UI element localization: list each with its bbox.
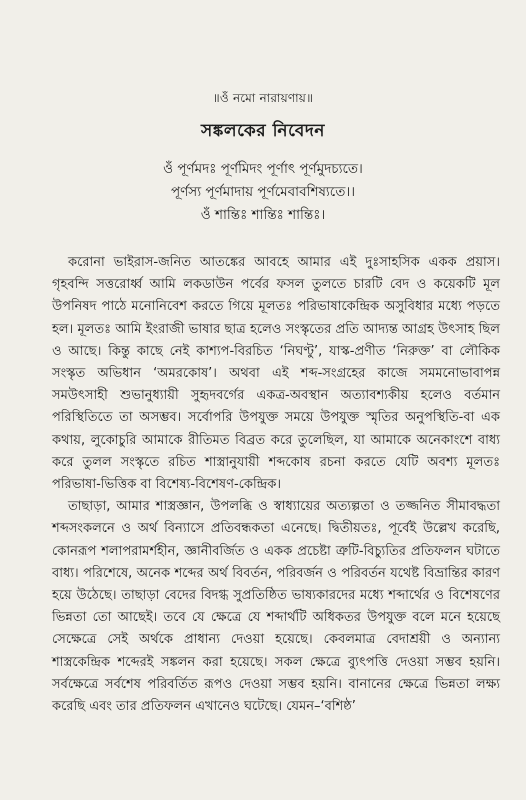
invocation-line: ॥ওঁ নমো নারায়ণায়॥ xyxy=(212,91,314,105)
paragraph-2: তাছাড়া, আমার শাস্ত্রজ্ঞান, উপলব্ধি ও স্বাধ্যায়ের অত্যল্পতা ও তজ্জনিত সীমাবদ্ধতা শব্দসংকলনে ও অর্থ বিন্যাসে প্রতিবন্ধকতা এনেছে। দ্বিতীয়তঃ, পূর্বেই উল্লেখ করেছি, কোনরূপ শলাপরামর্শহীন, জ্ঞানীবর্জিত ও একক প্রচেষ্টা ত্রুটি-বিচ্যুতির প্রতিফলন ঘটাতে বাধ্য। পরিশেষে, অনেক শব্দের অর্থ বিবর্তন, পরিবর্জন ও পরিবর্তন যথেষ্ট বিভ্রান্তির কারণ হয়ে উঠেছে। তাছাড়া বেদের বিদগ্ধ সুপ্রতিষ্ঠিত ভাষ্যকারদের মধ্যে শব্দার্থের ও বিশেষণের ভিন্নতা তো আছেই। তবে যে ক্ষেত্রে যে শব্দার্থটি অধিকতর উপযুক্ত বলে মনে হয়েছে সেক্ষেত্রে সেই অর্থকে প্রাধান্য দেওয়া হয়েছে। কেবলমাত্র বেদাশ্রয়ী ও অন্যান্য শাস্ত্রকেন্দ্রিক শব্দেরই সঙ্কলন করা হয়েছে। সকল ক্ষেত্রে ব্যুৎপত্তি দেওয়া সম্ভব হয়নি। সর্বক্ষেত্রে সর্বশেষ পরিবর্তিত রূপও দেওয়া সম্ভব হয়নি। বানানের ক্ষেত্রে ভিন্নতা লক্ষ্য করেছি এবং তার প্রতিফলন এখানেও ঘটেছে। যেমন–‘বশিষ্ঠ’ xyxy=(52,499,500,715)
shanti-verse xyxy=(0,158,526,227)
verse-line-1: ওঁ পূর্ণমদঃ পূর্ণমিদং পূর্ণাৎ পূর্ণমুদচ্যতে। xyxy=(163,161,363,177)
verse-line-2: পূর্ণস্য পূর্ণমাদায় পূর্ণমেবাবশিষ্যতে।। xyxy=(170,184,356,200)
body-text xyxy=(52,252,500,718)
page-title: সঙ্কলকের নিবেদন xyxy=(201,121,325,141)
paragraph-1: করোনা ভাইরাস-জনিত আতঙ্কের আবহে আমার এই দুঃসাহসিক একক প্রয়াস। গৃহবন্দি সত্তরোর্ধ্ব আমি লকডাউন পর্বের ফসল তুলতে চারটি বেদ ও কয়েকটি মূল উপনিষদ পাঠে মনোনিবেশ করতে গিয়ে মূলতঃ পরিভাষাকেন্দ্রিক অসুবিধার মধ্যে পড়তে হল। মূলতঃ আমি ইংরাজী ভাষার ছাত্র হলেও সংস্কৃতের প্রতি আদ্যন্ত আগ্রহ উৎসাহ ছিল ও আছে। কিন্তু কাছে নেই কাশ্যপ-বিরচিত ‘নিঘণ্টু’, যাস্ক-প্রণীত ‘নিরুক্ত’ বা লৌকিক সংস্কৃত অভিধান ‘অমরকোষ’। অথবা এই শব্দ-সংগ্রহের কাজে সমমনোভাবাপন্ন সমউৎসাহী শুভানুধ্যায়ী সুহৃদবর্গের একত্র-অবস্থান অত্যাবশ্যকীয় হলেও বর্তমান পরিস্থিতিতে তা অসম্ভব। সর্বোপরি উপযুক্ত সময়ে উপযুক্ত স্মৃতির অনুপস্থিতি-বা এক কথায়, লুকোচুরি আমাকে রীতিমত বিব্রত করে তুলেছিল, যা আমাকে অনেকাংশে বাধ্য করে তুলল সংস্কৃতে রচিত শাস্ত্রানুযায়ী শব্দকোষ রচনা করতে যেটি অবশ্য মূলতঃ পরিভাষা-ভিত্তিক বা বিশেষ্য-বিশেষণ-কেন্দ্রিক। xyxy=(52,255,500,493)
verse-line-3: ওঁ শান্তিঃ শান্তিঃ শান্তিঃ। xyxy=(200,207,326,223)
